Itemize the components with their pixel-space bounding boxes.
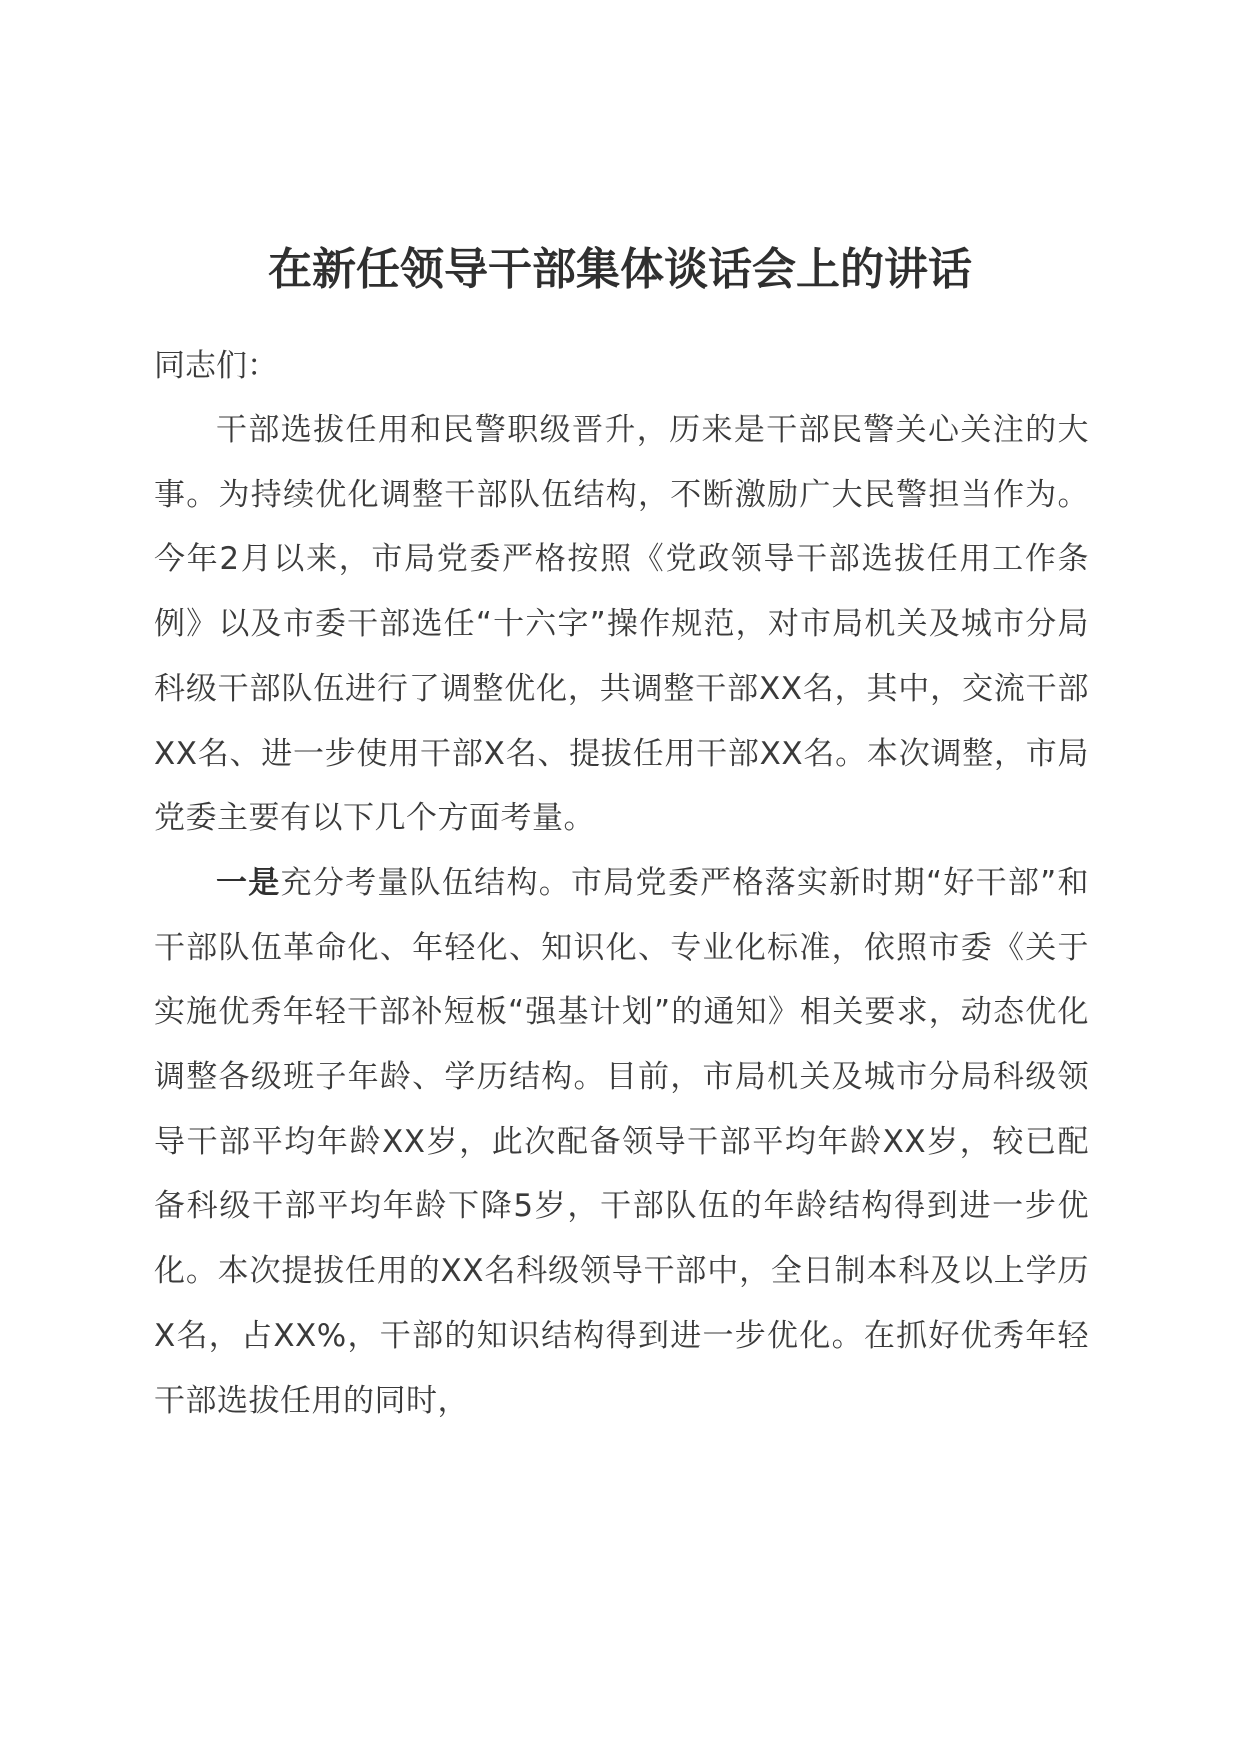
paragraph-intro [154,398,1089,851]
salutation: 同志们： [154,348,278,384]
document-body [154,334,1089,1433]
paragraph-text: 干部选拔任用和民警职级晋升，历来是干部民警关心关注的大事。为持续优化调整干部队伍结构，不断激励广大民警担当作为。今年2月以来，市局党委严格按照《党政领导干部选拔任用工作条例》以及市委干部选任“十六字”操作规范，对市局机关及城市分局科级干部队伍进行了调整优化，共调整干部XX名，其中，交流干部XX名、进一步使用干部X名、提拔任用干部XX名。本次调整，市局党委主要有以下几个方面考量。 [154,412,1089,837]
paragraph-point-one [154,851,1089,1433]
paragraph-lead: 一是 [216,864,281,901]
document-title: 在新任领导干部集体谈话会上的讲话 [268,244,972,295]
paragraph-text: 充分考量队伍结构。市局党委严格落实新时期“好干部”和干部队伍革命化、年轻化、知识化、专业化标准，依照市委《关于实施优秀年轻干部补短板“强基计划”的通知》相关要求，动态优化调整各级班子年龄、学历结构。目前，市局机关及城市分局科级领导干部平均年龄XX岁，此次配备领导干部平均年龄XX岁，较已配备科级干部平均年龄下降5岁，干部队伍的年龄结构得到进一步优化。本次提拔任用的XX名科级领导干部中，全日制本科及以上学历X名，占XX%，干部的知识结构得到进一步优化。在抓好优秀年轻干部选拔任用的同时， [154,864,1089,1419]
